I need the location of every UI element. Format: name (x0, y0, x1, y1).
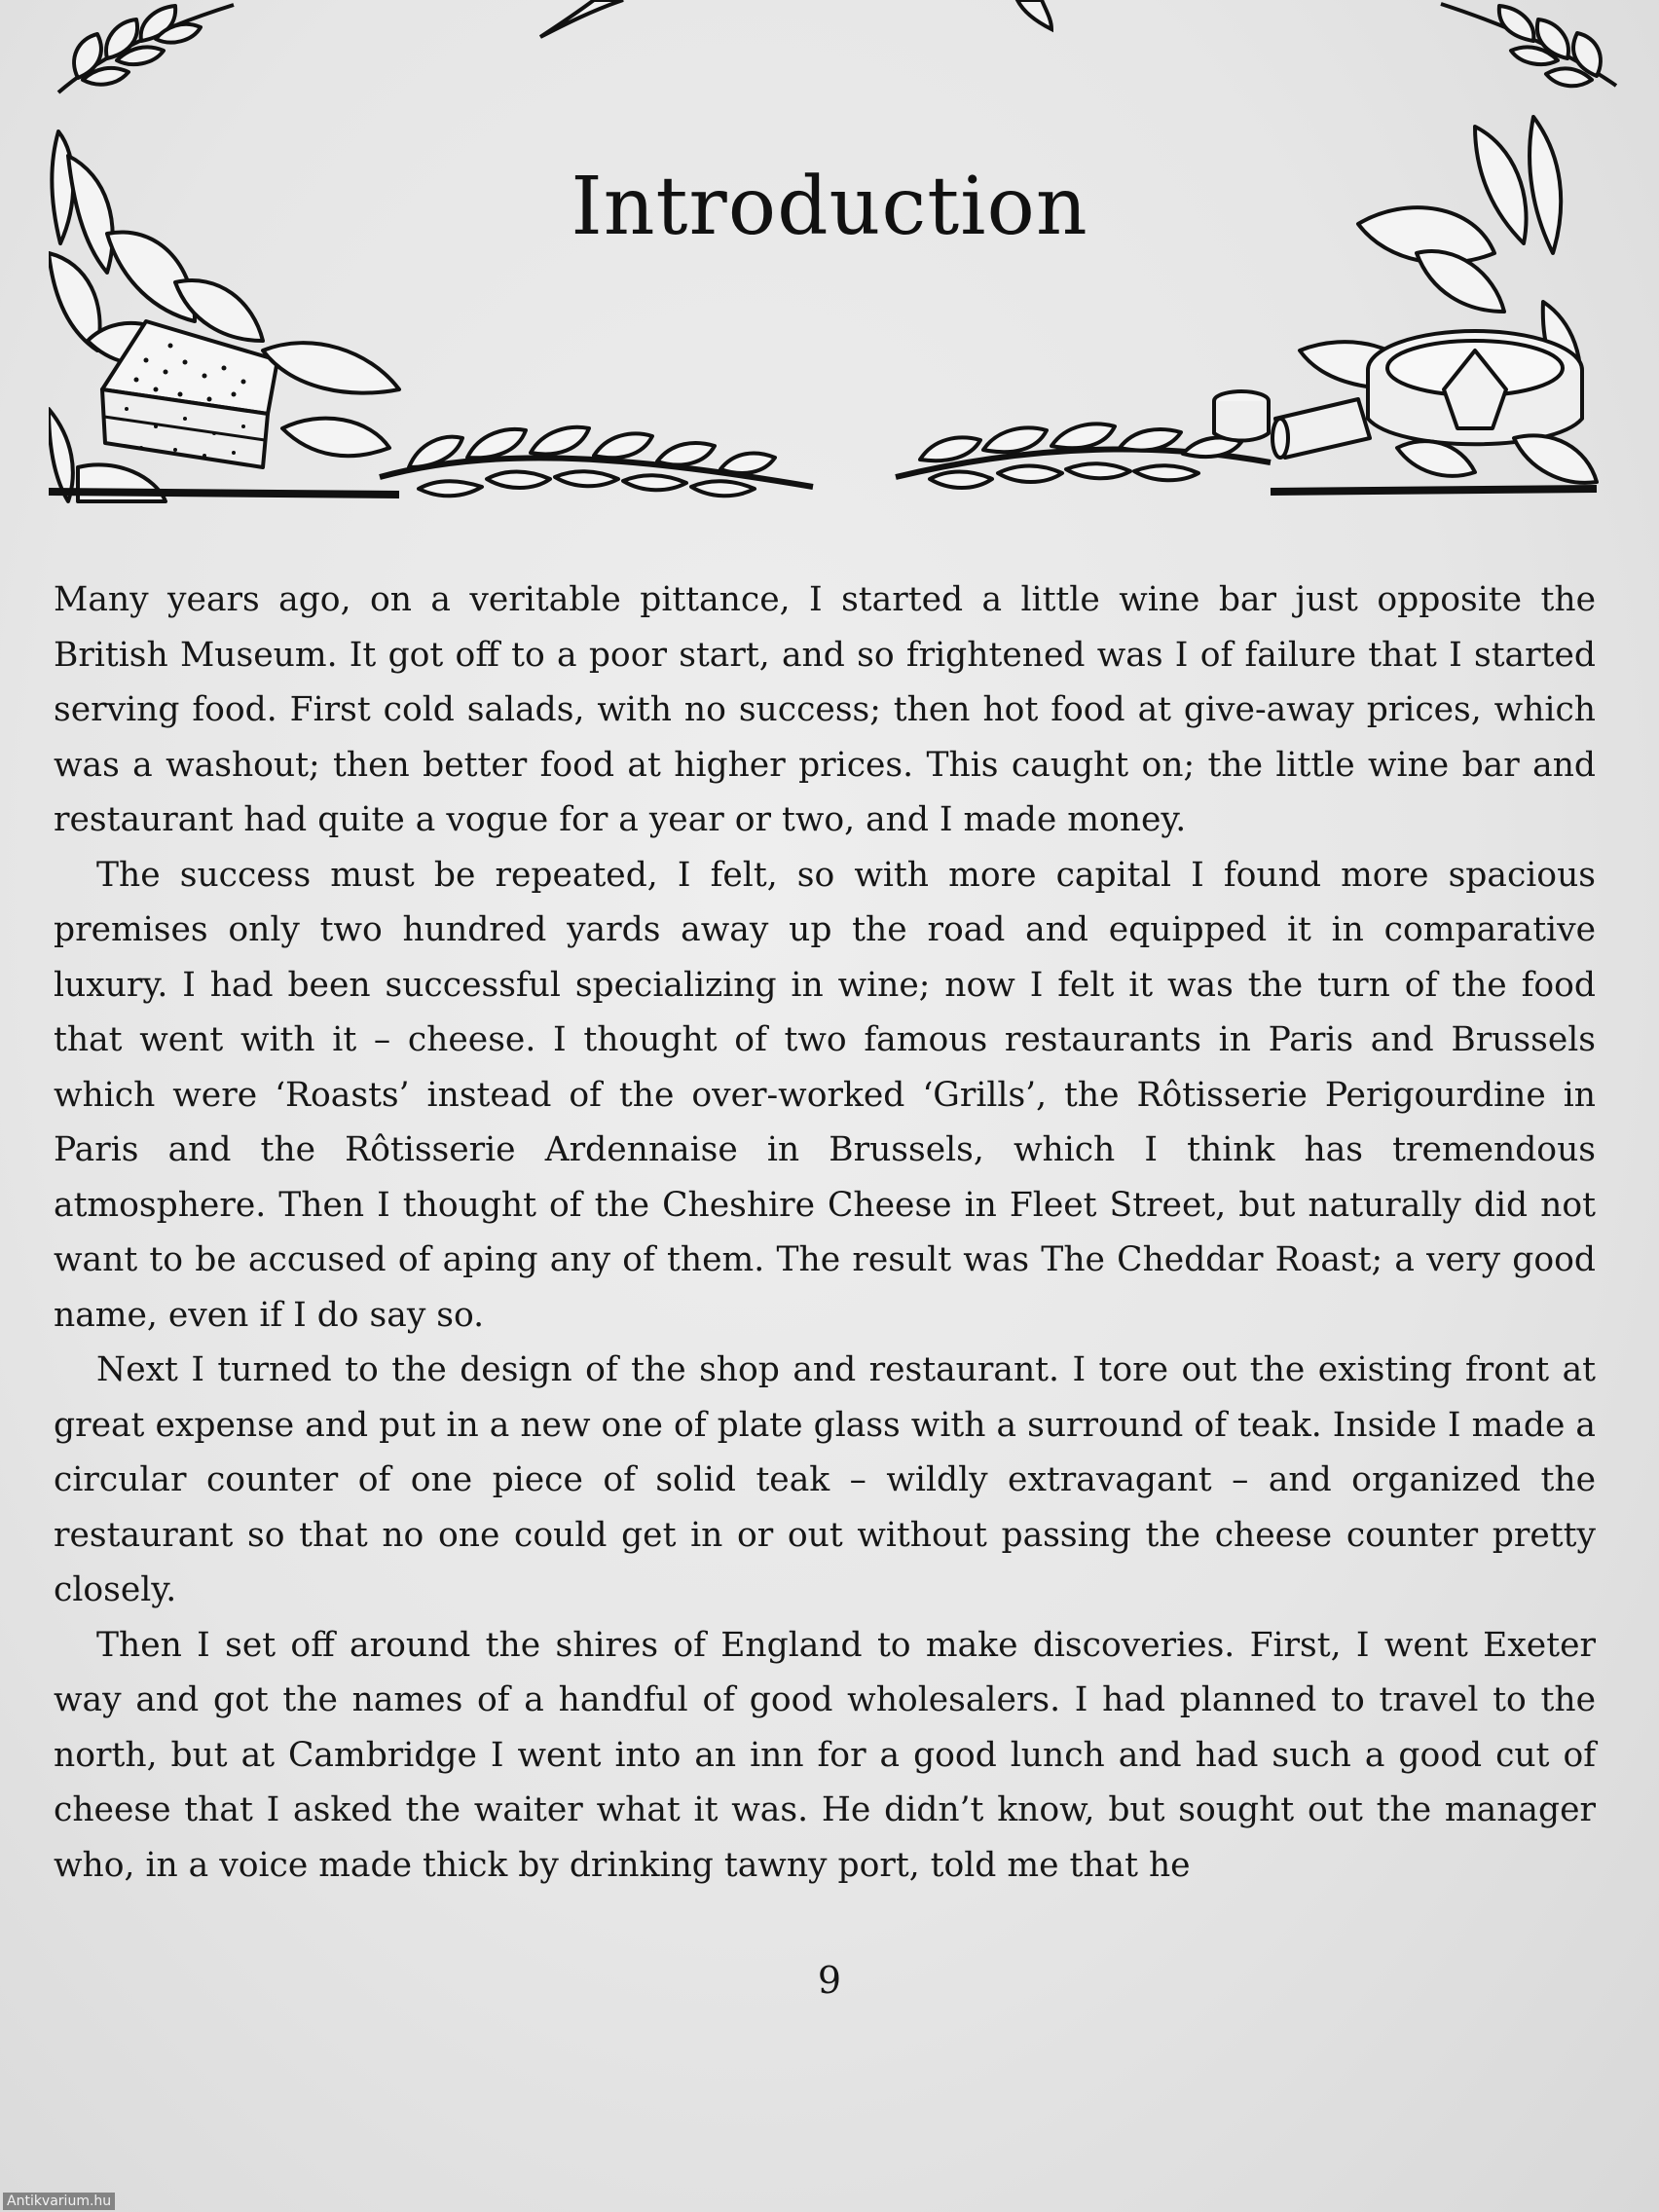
watermark: Antikvarium.hu (3, 2193, 115, 2210)
paragraph: Then I set off around the shires of England to make discoveries. First, I went Exeter way and got the names of a handful of good wholesalers. I had planned to travel to the north, but at Cambridge I went into an inn for a good lunch and had such a good cut of cheese that I asked the waiter what it was. He didn’t know, but sought out the manager who, in a voice made thick by drinking tawny port, told me that he (54, 1625, 1596, 1885)
page-title: Introduction (571, 161, 1088, 253)
paragraph: Many years ago, on a veritable pittance, I started a little wine bar just opposite the British Museum. It got off to a poor start, and so frightened was I of failure that I started serving food. First cold salads, with no success; then hot food at give-away prices, which was a washout; then better food at higher prices. This caught on; the little wine bar and restaurant had quite a vogue for a year or two, and I made money. (54, 580, 1596, 839)
paragraph: The success must be repeated, I felt, so with more capital I found more spacious premises only two hundred yards away up the road and equipped it in comparative luxury. I had been successful specializing in wine; now I felt it was the turn of the food that went with it – cheese. I thought of two famous restaurants in Paris and Brussels which were ‘Roasts’ instead of the over-worked ‘Grills’, the Rôtisserie Perigourdine in Paris and the Rôtisserie Ardennaise in Brussels, which I think has tremendous atmosphere. Then I thought of the Cheshire Cheese in Fleet Street, but naturally did not want to be accused of aping any of them. The result was The Cheddar Roast; a very good name, even if I do say so. (54, 855, 1596, 1335)
paragraph: Next I turned to the design of the shop and restaurant. I tore out the existing front at great expense and put in a new one of plate glass with a surround of teak. Inside I made a circular counter of one piece of solid teak – wildly extravagant – and organized the restaurant so that no one could get in or out without passing the cheese counter pretty closely. (54, 1350, 1596, 1609)
leaf-tips-top-center-icon (535, 0, 1081, 49)
leaf-sprig-top-right-icon (1412, 0, 1636, 97)
page-number: 9 (817, 1959, 842, 2002)
leaf-sprig-top-left-icon (39, 0, 263, 97)
body-text (54, 572, 1596, 1893)
